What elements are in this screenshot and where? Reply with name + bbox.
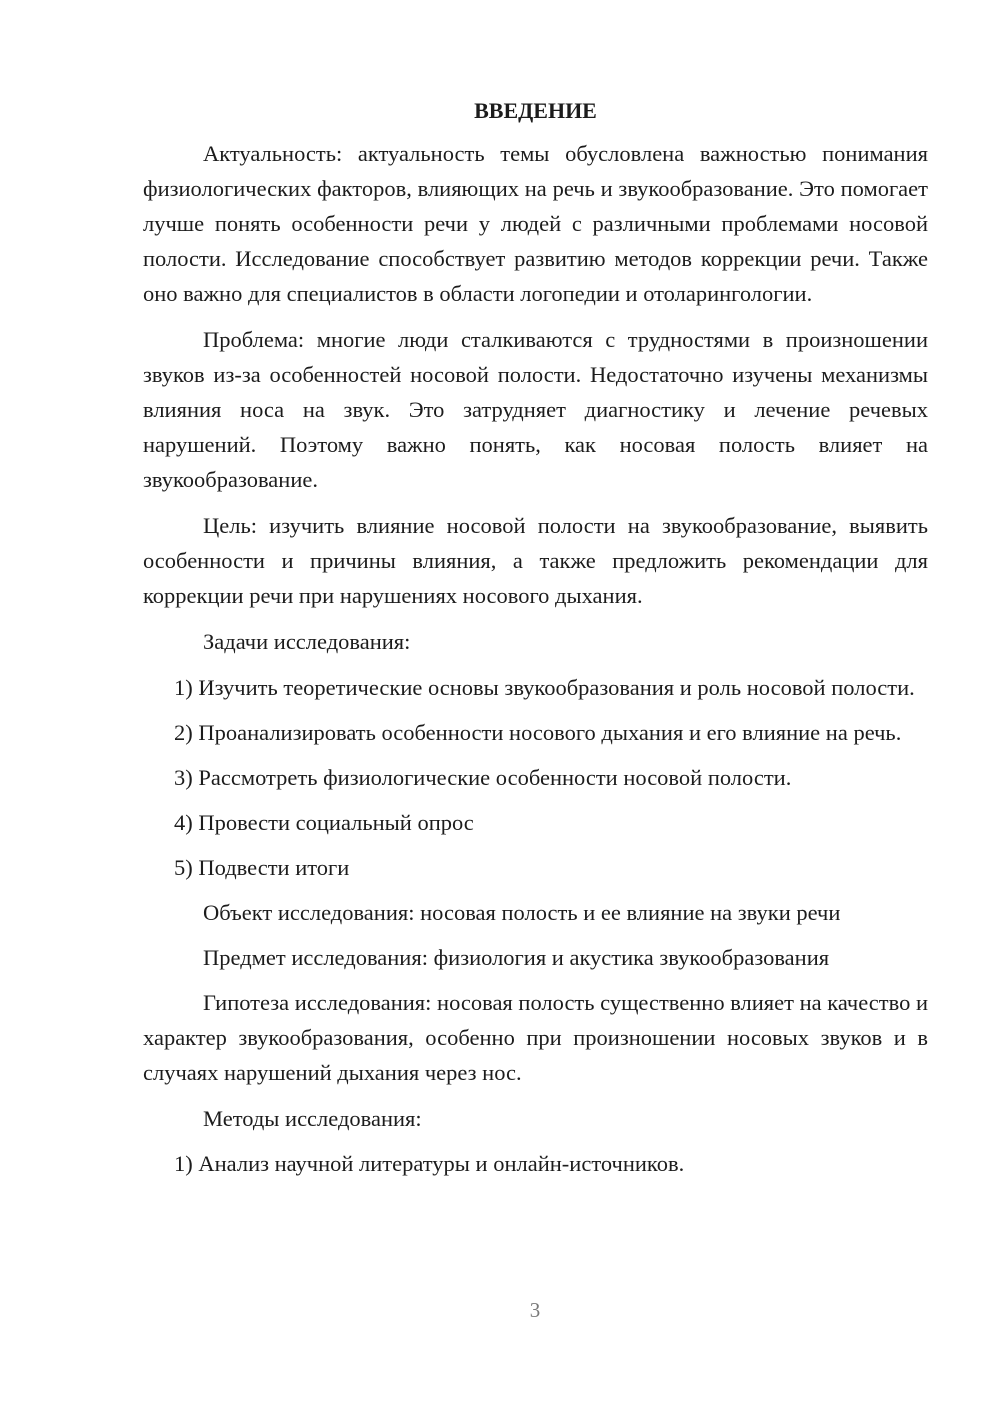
paragraph-problem: Проблема: многие люди сталкиваются с трудностями в произношении звуков из-за особенностей носовой полости. Недостаточно изучены механизмы влияния носа на звук. Это затрудняет диагностику и лечение речевых нарушений. Поэтому важно понять, как носовая полость влияет на звукообразование. <box>143 327 928 492</box>
method-item: 1) Анализ научной литературы и онлайн-источников. <box>174 1151 685 1176</box>
task-item: 5) Подвести итоги <box>174 855 350 880</box>
paragraph-hypothesis: Гипотеза исследования: носовая полость существенно влияет на качество и характер звукообразования, особенно при произношении носовых звуков и в случаях нарушений дыхания через нос. <box>143 990 928 1085</box>
paragraph-object: Объект исследования: носовая полость и ее влияние на звуки речи <box>203 900 841 925</box>
page-number: 3 <box>529 1298 541 1322</box>
task-item: 2) Проанализировать особенности носового дыхания и его влияние на речь. <box>174 720 902 745</box>
paragraph-subject: Предмет исследования: физиология и акустика звукообразования <box>203 945 830 970</box>
task-item: 3) Рассмотреть физиологические особенности носовой полости. <box>174 765 792 790</box>
paragraph-goal: Цель: изучить влияние носовой полости на звукообразование, выявить особенности и причины влияния, а также предложить рекомендации для коррекции речи при нарушениях носового дыхания. <box>143 513 928 608</box>
task-item: 4) Провести социальный опрос <box>174 810 474 835</box>
section-title: ВВЕДЕНИЕ <box>474 98 597 123</box>
paragraph-tasks-heading: Задачи исследования: <box>203 629 411 654</box>
task-item: 1) Изучить теоретические основы звукообразования и роль носовой полости. <box>174 675 915 700</box>
paragraph-methods-heading: Методы исследования: <box>203 1106 422 1131</box>
page-content <box>143 96 928 1191</box>
paragraph-relevance: Актуальность: актуальность темы обусловлена важностью понимания физиологических факторов, влияющих на речь и звукообразование. Это помогает лучше понять особенности речи у людей с различными проблемами носовой полости. Исследование способствует развитию методов коррекции речи. Также оно важно для специалистов в области логопедии и отоларингологии. <box>143 141 928 306</box>
